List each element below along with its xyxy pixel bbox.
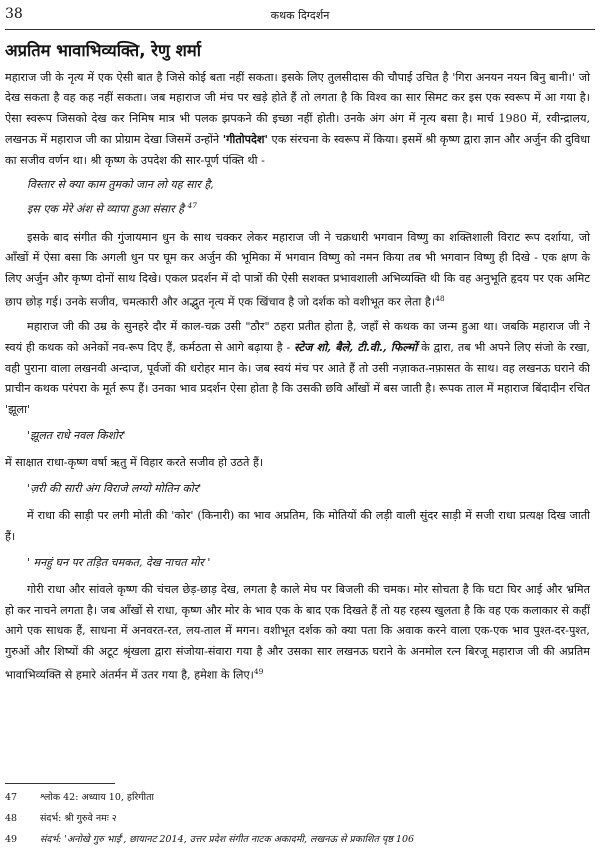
footnote-text: संदर्भ: श्री गुरुवे नमः २	[40, 813, 117, 824]
paragraph-4: में साक्षात राधा-कृष्ण वर्षा ऋतु में विहार करते सजीव हो उठते हैं।	[5, 456, 264, 470]
footnote-number: 49	[5, 834, 18, 845]
footnote-47	[5, 787, 590, 808]
header-divider	[5, 29, 595, 30]
paragraph-6	[5, 580, 590, 686]
page-number: 38	[5, 6, 23, 22]
verse-quote	[27, 175, 590, 220]
paragraph-1-text: महाराज जी के नृत्य में एक ऐसी बात है जिसे कोई बता नहीं सकता। इसके लिए तुलसीदास की चौपाई उचित है 'गिरा अनयन नयन बिनु बानी।' जो देख सकता है वह कह नहीं सकता। जब महाराज जी मंच पर खड़े होते हैं तो लगता है कि विश्व का सार सिमट कर इस एक स्वरूप में आ गया है। ऐसा स्वरूप जिसको देख कर निमिष मात्र भी पलक झपकने की इच्छा नहीं होती। उनके अंग अंग में नृत्य बसा है। मार्च 1980 में, रवीन्द्रालय, लखनऊ में महाराज जी का प्रोग्राम देखा जिसमें उन्होंने	[5, 71, 590, 147]
footnote-text: श्लोक 42: अध्याय 10, हरिगीता	[40, 792, 154, 803]
main-content	[5, 38, 590, 690]
gitopadesh-term: 'गीतोपदेश'	[222, 132, 268, 147]
footnote-ref-49[interactable]: 49	[253, 666, 264, 676]
quote-jhulat: 'झूलत राधे नवल किशोर'	[27, 429, 126, 443]
paragraph-3	[5, 317, 590, 420]
footnote-ref-48[interactable]: 48	[435, 293, 445, 303]
footnote-text: संदर्भ: 'अनोखे गुरु भाई', छायानट 2014, उत्तर प्रदेश संगीत नाटक अकादमी, लखनऊ से प्रकाशित पृष्ठ 106	[40, 834, 415, 845]
footnote-divider	[5, 783, 115, 784]
media-list: स्टेज शो, बैले, टी.वी., फिल्मों	[294, 340, 418, 355]
paragraph-1-tail: एक संरचना के स्वरूप में किया। इसमें श्री कृष्ण द्वारा ज्ञान और अर्जुन की दुविधा का सजीव वर्णन था। श्री कृष्ण के उपदेश की सार-पूर्ण पंक्ति थी -	[5, 133, 591, 167]
verse-line-2: इस एक मेरे अंश से व्यापा हुआ संसार है $^{47}$	[27, 200, 198, 216]
quote-manahun: ' मनहुं घन पर तड़ित चमकत, देख नाचत मोर '	[27, 556, 211, 570]
paragraph-3-tail: के द्वारा, तब भी अपने लिए संजो के रखा, वही पुराना वाला लखनवी अन्दाज, पूर्वजों की धरोहर मान के। जब स्वयं मंच पर आते हैं तो उसी नज़ाकत-नफ़ासत के साथ। वह लखनऊ घराने की प्राचीन कथक परंपरा के मूर्त रूप हैं। उनका भाव प्रदर्शन ऐसा होता है कि उसकी छवि आँखों में बस जाती है। रूपक ताल में महाराज बिंदादीन रचित 'झूला'	[5, 341, 590, 416]
paragraph-3-text: महाराज जी की उम्र के सुनहरे दौर में काल-चक्र उसी "ठौर" ठहरा प्रतीत होता है, जहाँ से कथक का जन्म हुआ था। जबकि महाराज जी ने स्वयं ही कथक को अनेकों नव-रूप दिए हैं, कर्मठता से आगे बढ़ाया है -	[5, 320, 590, 355]
verse-line-1: विस्तार से क्या काम तुमको जान लो यह सार है,	[27, 178, 214, 192]
paragraph-2	[5, 228, 590, 313]
paragraph-2-text: इसके बाद संगीत की गुंजायमान धुन के साथ चक्कर लेकर महाराज जी ने चक्रधारी भगवान विष्णु का शक्तिशाली विराट रूप दर्शाया, जो आँखों में ऐसा बसा कि अगली धुन पर घूम कर अर्जुन की भूमिका में भगवान विष्णु को नमन किया तब भी भगवान विष्णु ही दिखे - एक क्षण के लिए अर्जुन और कृष्ण दोनों साथ दिखे। एकल प्रदर्शन में दो पात्रों की ऐसी सशक्त प्रभावशाली अभिव्यक्ति थी कि वह अनुभूति हृदय पर एक अमिट छाप छोड़ गई। उनके सजीव, चमत्कारी और अद्भुत नृत्य में एक खिंचाव है जो दर्शक को वशीभूत कर लेता है।	[5, 230, 590, 309]
paragraph-5: में राधा की साड़ी पर लगी मोती की 'कोर' (किनारी) का भाव अप्रतिम, कि मोतियों की लड़ी वाली सुंदर साड़ी में सजी राधा प्रत्यक्ष दिख जाती हैं।	[5, 509, 590, 543]
footnote-49	[5, 829, 590, 850]
footnote-number: 48	[5, 813, 18, 824]
footnotes	[5, 787, 590, 850]
section-title: अप्रतिम भावाभिव्यक्ति, रेणु शर्मा	[5, 41, 202, 60]
running-title: कथक दिग्दर्शन	[270, 9, 330, 22]
paragraph-1	[5, 68, 590, 171]
paragraph-6-text: गोरी राधा और सांवले कृष्ण की चंचल छेड़-छाड़ देख, लगता है काले मेघ पर बिजली की चमक। मोर सोचता है कि घटा घिर आई और भ्रमित हो कर नाचने लगता है। जब आँखों से राधा, कृष्ण और मोर के भाव एक के बाद एक दिखते हैं तो यह रहस्य खुलता है कि वह एक कलाकार से कहीं आगे एक साधक हैं, साधना में अनवरत-रत, लय-ताल में मगन। वशीभूत दर्शक को क्या पता कि अवाक करने वाला एक-एक भाव पुश्त-दर-पुश्त, गुरुओं और शिष्यों की अटूट श्रृंखला द्वारा संजोया-संवारा गया है और उसका सार लखनऊ घराने के अनमोल रत्न बिरजू महाराज जी की अप्रतिम भावाभिव्यक्ति से हमारे अंतर्मन में उतर गया है, हमेशा के लिए।	[5, 583, 590, 682]
footnote-number: 47	[5, 792, 18, 803]
footnote-48	[5, 808, 590, 829]
quote-zari: 'ज़री की सारी अंग विराजे लग्यो मोतिन कोर'	[27, 482, 202, 496]
footnote-ref-47[interactable]: 47	[187, 200, 198, 210]
